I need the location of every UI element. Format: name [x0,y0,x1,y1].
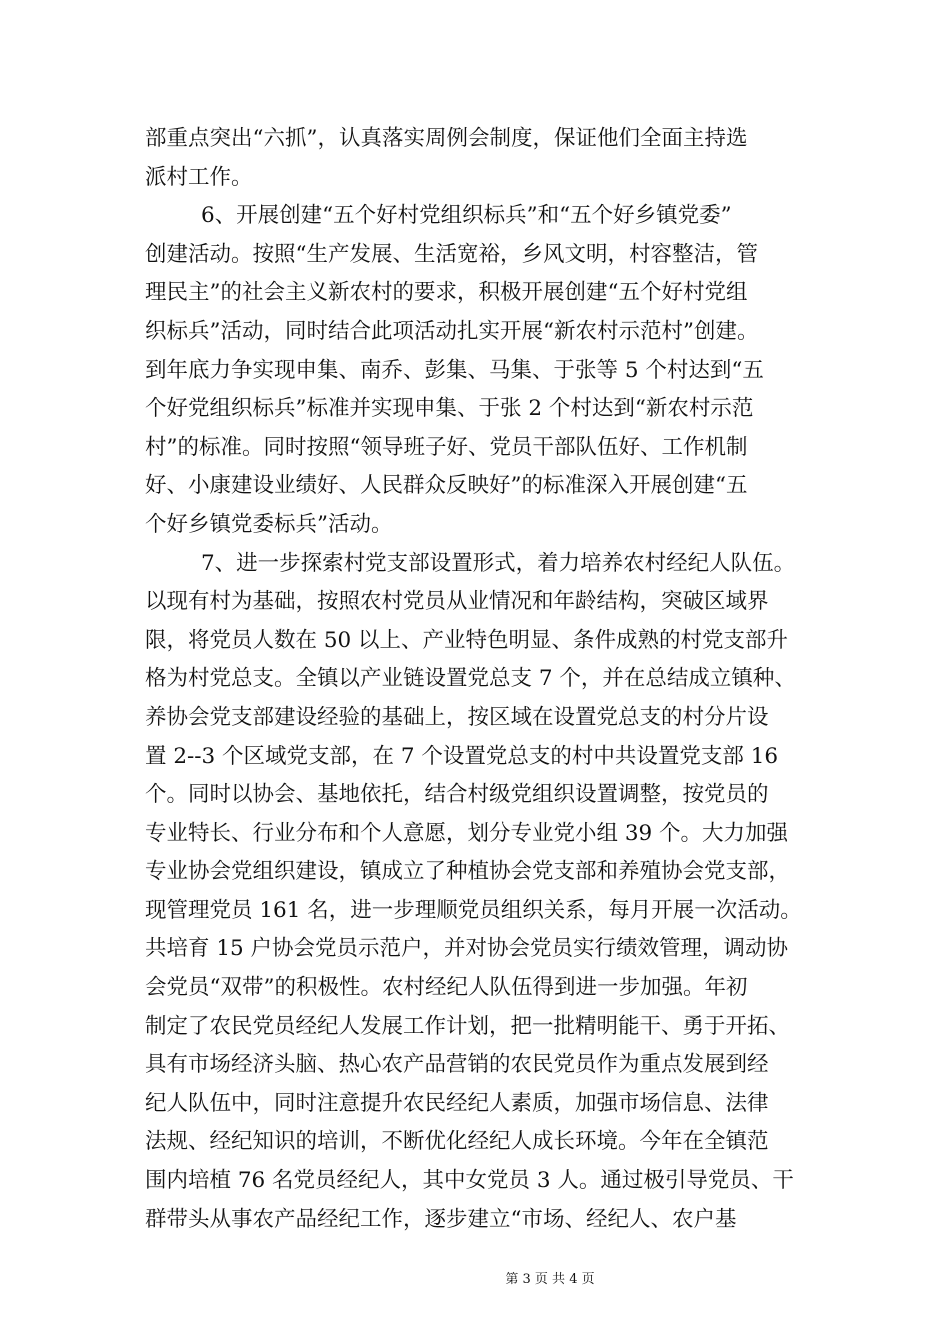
text-line: 个好党组织标兵”标准并实现申集、于张 2 个村达到“新农村示范 [145,396,754,422]
text-line: 法规、经纪知识的培训，不断优化经纪人成长环境。今年在全镇范 [145,1129,769,1155]
text-line: 个好乡镇党委标兵”活动。 [145,511,393,537]
paragraph-start-line: 6、开展创建“五个好村党组织标兵”和“五个好乡镇党委” [201,203,732,229]
text-line: 个。同时以协会、基地依托，结合村级党组织设置调整，按党员的 [145,782,769,808]
text-line: 会党员“双带”的积极性。农村经纪人队伍得到进一步加强。年初 [145,975,748,1001]
text-line: 共培育 15 户协会党员示范户，并对协会党员实行绩效管理，调动协 [145,936,789,962]
text-line: 纪人队伍中，同时注意提升农民经纪人素质，加强市场信息、法律 [145,1090,769,1116]
text-line: 专业特长、行业分布和个人意愿，划分专业党小组 39 个。大力加强 [145,820,789,846]
text-line: 部重点突出“六抓”，认真落实周例会制度，保证他们全面主持选 [145,126,748,151]
text-line: 村”的标准。同时按照“领导班子好、党员干部队伍好、工作机制 [145,434,748,460]
text-line: 理民主”的社会主义新农村的要求，积极开展创建“五个好村党组 [145,280,748,306]
text-line: 到年底力争实现申集、南乔、彭集、马集、于张等 5 个村达到“五 [145,357,764,383]
paragraph-start-line: 7、进一步探索村党支部设置形式，着力培养农村经纪人队伍。 [201,550,796,576]
text-line: 养协会党支部建设经验的基础上，按区域在设置党总支的村分片设 [145,704,769,730]
text-line: 制定了农民党员经纪人发展工作计划，把一批精明能干、勇于开拓、 [145,1013,791,1039]
document-body [145,120,815,1239]
text-line: 置 2--3 个区域党支部，在 7 个设置党总支的村中共设置党支部 16 [145,743,779,769]
text-line: 创建活动。按照“生产发展、生活宽裕，乡风文明，村容整洁，管 [145,241,758,267]
text-line: 好、小康建设业绩好、人民群众反映好”的标准深入开展创建“五 [145,473,748,499]
text-line: 以现有村为基础，按照农村党员从业情况和年龄结构，突破区域界 [145,589,769,615]
text-line: 具有市场经济头脑、热心农产品营销的农民党员作为重点发展到经 [145,1052,769,1078]
text-line: 群带头从事农产品经纪工作，逐步建立“市场、经纪人、农户基 [145,1206,737,1232]
text-line: 专业协会党组织建设，镇成立了种植协会党支部和养殖协会党支部， [145,859,791,885]
text-line: 织标兵”活动，同时结合此项活动扎实开展“新农村示范村”创建。 [145,318,759,344]
text-line: 限，将党员人数在 50 以上、产业特色明显、条件成熟的村党支部升 [145,627,789,653]
text-line: 围内培植 76 名党员经纪人，其中女党员 3 人。通过极引导党员、干 [145,1168,794,1194]
text-line: 现管理党员 161 名，进一步理顺党员组织关系，每月开展一次活动。 [145,897,802,923]
text-line: 派村工作。 [145,164,253,190]
page-number: 第 3 页 共 4 页 [505,1272,595,1287]
text-line: 格为村党总支。全镇以产业链设置党总支 7 个，并在总结成立镇种、 [145,666,796,692]
